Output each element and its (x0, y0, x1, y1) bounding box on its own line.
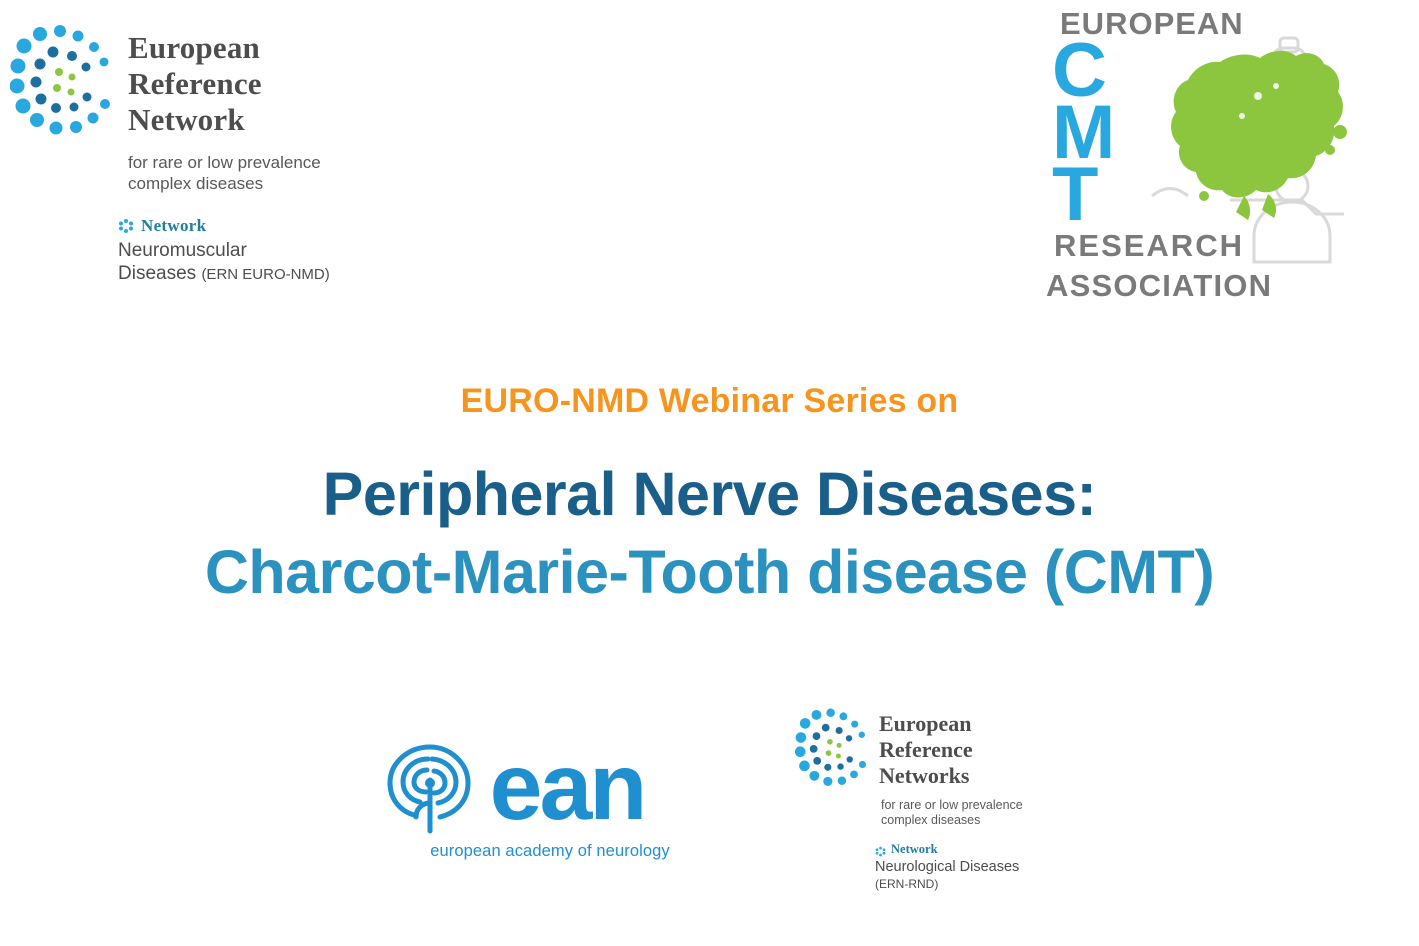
rnd-wordmark (879, 705, 973, 789)
flower-icon (118, 218, 134, 234)
rnd-word-line-2: Reference (879, 737, 973, 762)
ern-subtitle-line-1: for rare or low prevalence (128, 153, 321, 172)
ern-subtitle (128, 152, 440, 194)
page-title: Peripheral Nerve Diseases: (322, 460, 1097, 528)
cmt-word-research: RESEARCH (1054, 228, 1244, 263)
cmt-word-association: ASSOCIATION (1046, 268, 1273, 303)
page-subtitle: Charcot-Marie-Tooth disease (CMT) (204, 538, 1215, 606)
ern-wordmark (128, 20, 262, 138)
ern-word-line-2: Reference (128, 66, 262, 101)
webinar-series-kicker: EURO-NMD Webinar Series on (460, 382, 959, 420)
cmt-word-european: EUROPEAN (1060, 6, 1244, 41)
ean-brain-maze-icon (376, 735, 486, 840)
cmt-letter-t: T (1052, 152, 1095, 237)
rnd-network-label: Network (891, 842, 938, 856)
ern-network-name (118, 239, 440, 286)
ern-network-name-line1: Neuromuscular (118, 240, 247, 261)
ern-word-line-1: European (128, 30, 260, 65)
ern-network-label-row (118, 216, 440, 236)
flower-icon (875, 844, 886, 855)
ean-wordmark: ean (489, 734, 645, 840)
ern-subtitle-line-2: complex diseases (128, 174, 264, 193)
ern-dots-icon (10, 20, 128, 150)
ern-network-name-line2: Diseases (118, 263, 197, 284)
cmt-letters (1052, 28, 1112, 237)
rnd-subtitle-line-1: for rare or low prevalence (881, 798, 1023, 812)
cmt-letter-m: M (1052, 90, 1112, 175)
ern-network-code: (ERN EURO-NMD) (201, 266, 330, 283)
rnd-network-block (875, 842, 1095, 893)
ean-logo (330, 735, 690, 861)
ern-word-line-3: Network (128, 102, 245, 137)
cmt-letter-c: C (1052, 28, 1103, 113)
rnd-network-code: (ERN-RND) (875, 877, 939, 891)
rnd-subtitle-line-2: complex diseases (881, 813, 981, 827)
rnd-word-line-3: Networks (879, 763, 970, 788)
rnd-network-name (875, 859, 1095, 893)
ern-rnd-logo (795, 705, 1095, 893)
ean-tagline: european academy of neurology (430, 842, 670, 860)
rnd-dots-icon (795, 705, 879, 797)
rnd-logo-top (795, 705, 1095, 797)
ern-network-label: Network (141, 216, 207, 235)
ern-euro-nmd-logo (10, 20, 440, 286)
rnd-word-line-1: European (879, 711, 972, 736)
ern-logo-top (10, 20, 440, 150)
rnd-network-label-row (875, 842, 1095, 857)
cmt-research-association-logo (1044, 0, 1364, 320)
ern-network-block (118, 216, 440, 286)
rnd-subtitle (881, 798, 1095, 828)
ean-logo-row (330, 735, 690, 840)
title-block (0, 382, 1419, 611)
rnd-network-name-text: Neurological Diseases (875, 859, 1020, 875)
